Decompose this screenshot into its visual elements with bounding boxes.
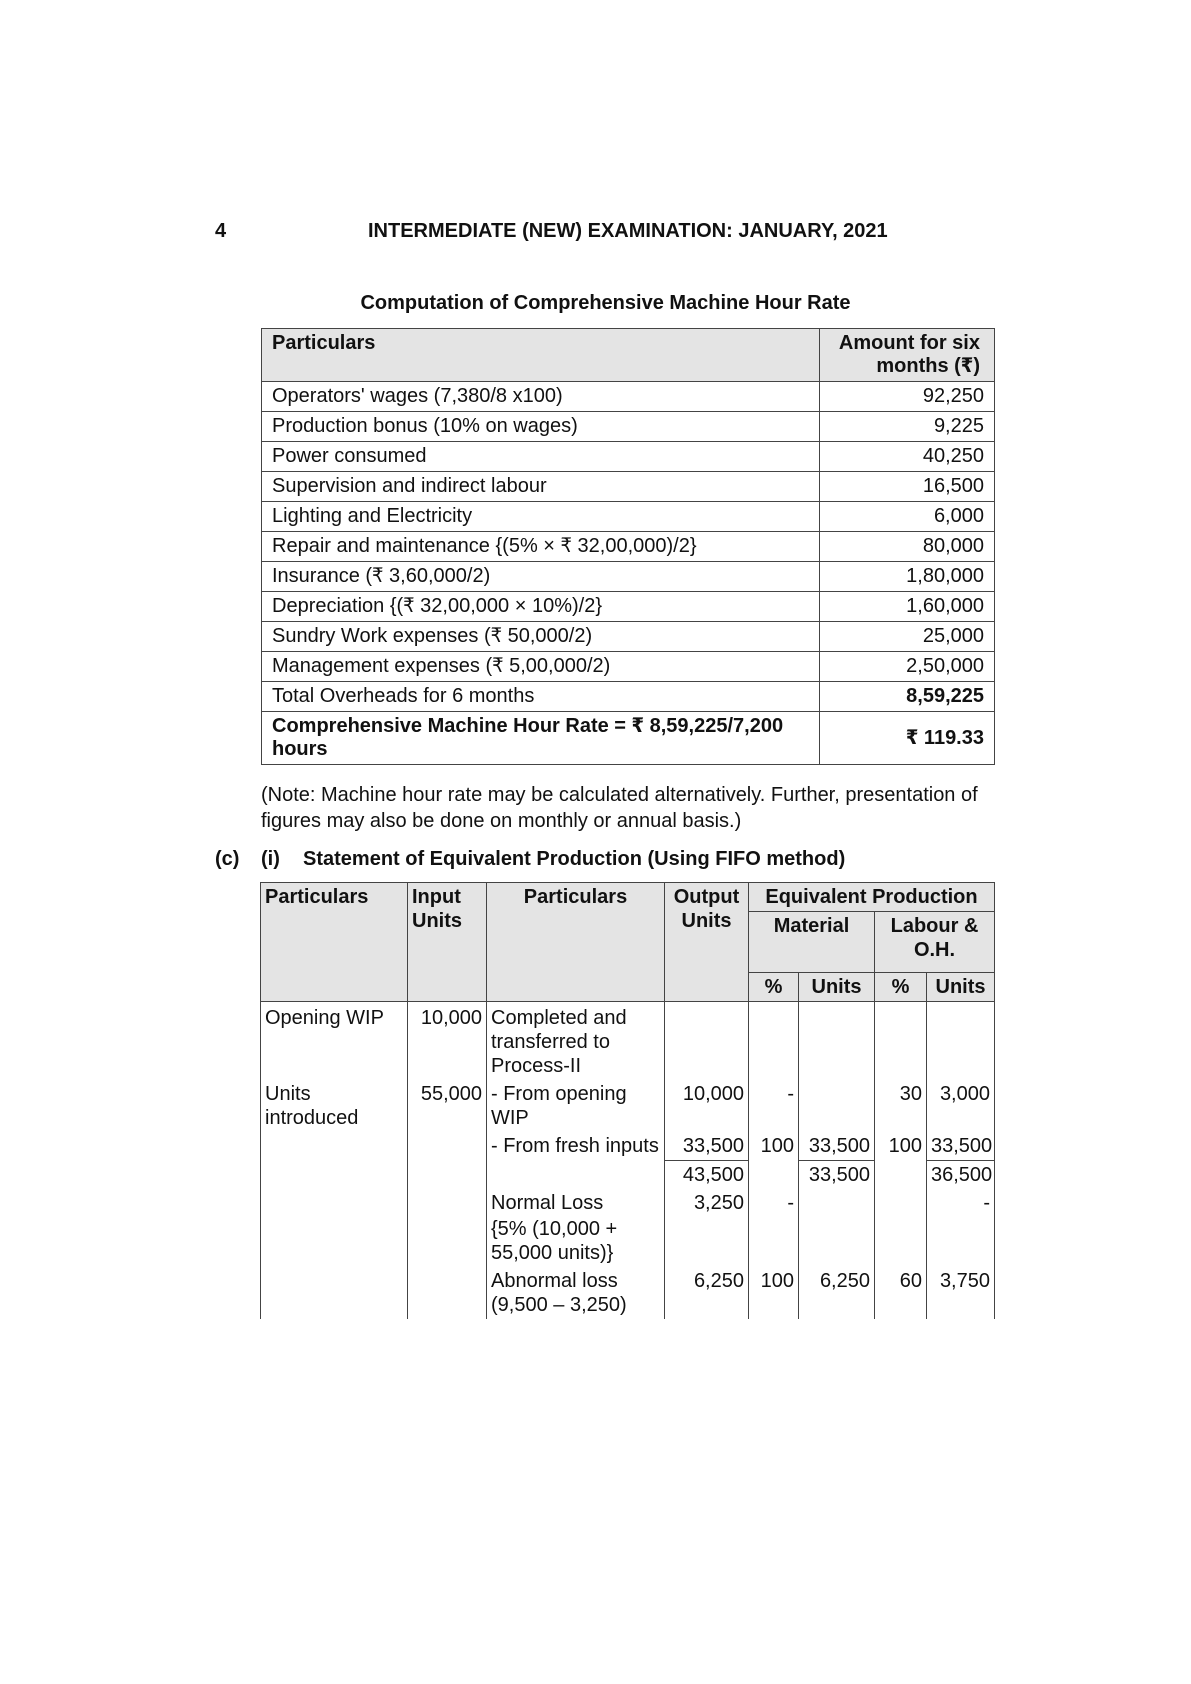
table1-header-row	[262, 329, 995, 382]
row-amount: 1,60,000	[820, 592, 995, 622]
rate-label: Comprehensive Machine Hour Rate = ₹ 8,59,225/7,200 hours	[262, 712, 820, 765]
opening-wip-units: 10,000	[408, 1002, 487, 1081]
normal-loss-mat-pct: -	[749, 1189, 799, 1267]
from-fresh-lab-pct: 100	[875, 1132, 927, 1161]
row-label: Insurance (₹ 3,60,000/2)	[262, 562, 820, 592]
row-amount: 80,000	[820, 532, 995, 562]
normal-loss-lab-units: -	[927, 1189, 995, 1267]
table-row	[261, 1002, 995, 1081]
page-number: 4	[215, 220, 227, 242]
abnormal-loss-cell	[487, 1267, 665, 1319]
equivalent-production-table	[260, 882, 995, 1319]
row-label: Production bonus (10% on wages)	[262, 412, 820, 442]
section-title: Statement of Equivalent Production (Using FIFO method)	[303, 848, 846, 870]
table-row	[262, 532, 995, 562]
normal-loss-cell	[487, 1189, 665, 1267]
header-particulars-left: Particulars	[261, 883, 408, 1002]
header-material: Material	[749, 912, 875, 973]
row-label: Depreciation {(₹ 32,00,000 × 10%)/2}	[262, 592, 820, 622]
from-fresh-output: 33,500	[665, 1132, 749, 1161]
table-row	[262, 652, 995, 682]
row-amount: 92,250	[820, 382, 995, 412]
row-amount: 16,500	[820, 472, 995, 502]
row-amount: 6,000	[820, 502, 995, 532]
table-row	[261, 1189, 995, 1267]
abnormal-loss-mat-units: 6,250	[799, 1267, 875, 1319]
row-label: Management expenses (₹ 5,00,000/2)	[262, 652, 820, 682]
from-opening-mat-pct: -	[749, 1080, 799, 1132]
table-row	[261, 1132, 995, 1161]
table-row	[261, 1267, 995, 1319]
table-row	[262, 472, 995, 502]
note-text: (Note: Machine hour rate may be calculated alternatively. Further, presentation of figures may also be done on monthly or annual basis.)	[261, 784, 978, 832]
header-equivalent-production: Equivalent Production	[749, 883, 995, 912]
machine-hour-rate-table	[261, 328, 995, 765]
page-header-title: INTERMEDIATE (NEW) EXAMINATION: JANUARY, 2021	[368, 220, 888, 242]
header-labour-oh: Labour & O.H.	[875, 912, 995, 973]
header-labour-pct: %	[875, 973, 927, 1002]
table1-title: Computation of Comprehensive Machine Hour Rate	[360, 292, 851, 314]
table-row	[262, 562, 995, 592]
normal-loss-output: 3,250	[665, 1189, 749, 1267]
row-amount: 9,225	[820, 412, 995, 442]
row-label: Repair and maintenance {(5% × ₹ 32,00,000)/2}	[262, 532, 820, 562]
row-label: Operators' wages (7,380/8 x100)	[262, 382, 820, 412]
total-label: Total Overheads for 6 months	[262, 682, 820, 712]
subtotal-lab-units: 36,500	[927, 1161, 995, 1190]
row-amount: 2,50,000	[820, 652, 995, 682]
units-introduced-units: 55,000	[408, 1080, 487, 1132]
row-amount: 1,80,000	[820, 562, 995, 592]
completed-label: Completed and transferred to Process-II	[487, 1002, 665, 1081]
abnormal-loss-label: Abnormal loss	[491, 1270, 618, 1292]
abnormal-loss-detail: (9,500 – 3,250)	[491, 1294, 627, 1316]
row-label: Lighting and Electricity	[262, 502, 820, 532]
rate-row	[262, 712, 995, 765]
row-label: Supervision and indirect labour	[262, 472, 820, 502]
table-row	[262, 412, 995, 442]
normal-loss-detail: {5% (10,000 + 55,000 units)}	[491, 1218, 618, 1264]
table-row	[262, 442, 995, 472]
header-material-pct: %	[749, 973, 799, 1002]
table-row	[262, 622, 995, 652]
from-opening-label: - From opening WIP	[487, 1080, 665, 1132]
subtotal-row	[261, 1161, 995, 1190]
from-fresh-mat-pct: 100	[749, 1132, 799, 1161]
normal-loss-label: Normal Loss	[491, 1192, 604, 1214]
from-opening-lab-pct: 30	[875, 1080, 927, 1132]
row-amount: 25,000	[820, 622, 995, 652]
table1-header-amount: Amount for six months (₹)	[820, 329, 995, 382]
header-labour-units: Units	[927, 973, 995, 1002]
from-fresh-label: - From fresh inputs	[487, 1132, 665, 1161]
section-label-c: (c)	[215, 848, 240, 870]
header-material-units: Units	[799, 973, 875, 1002]
table-row	[261, 1080, 995, 1132]
table1-header-particulars: Particulars	[262, 329, 820, 382]
total-amount: 8,59,225	[820, 682, 995, 712]
units-introduced-label: Units introduced	[261, 1080, 408, 1132]
row-label: Sundry Work expenses (₹ 50,000/2)	[262, 622, 820, 652]
opening-wip-label: Opening WIP	[261, 1002, 408, 1081]
table-row	[262, 382, 995, 412]
total-row	[262, 682, 995, 712]
from-fresh-lab-units: 33,500	[927, 1132, 995, 1161]
row-label: Power consumed	[262, 442, 820, 472]
header-input-units: Input Units	[408, 883, 487, 1002]
row-amount: 40,250	[820, 442, 995, 472]
header-particulars-right: Particulars	[487, 883, 665, 1002]
abnormal-loss-mat-pct: 100	[749, 1267, 799, 1319]
from-opening-lab-units: 3,000	[927, 1080, 995, 1132]
subtotal-mat-units: 33,500	[799, 1161, 875, 1190]
abnormal-loss-lab-units: 3,750	[927, 1267, 995, 1319]
section-label-i: (i)	[261, 848, 280, 870]
abnormal-loss-output: 6,250	[665, 1267, 749, 1319]
rate-amount: ₹ 119.33	[820, 712, 995, 765]
header-output-units: Output Units	[665, 883, 749, 1002]
table-row	[262, 592, 995, 622]
from-fresh-mat-units: 33,500	[799, 1132, 875, 1161]
from-opening-output: 10,000	[665, 1080, 749, 1132]
subtotal-output: 43,500	[665, 1161, 749, 1190]
table-row	[262, 502, 995, 532]
abnormal-loss-lab-pct: 60	[875, 1267, 927, 1319]
